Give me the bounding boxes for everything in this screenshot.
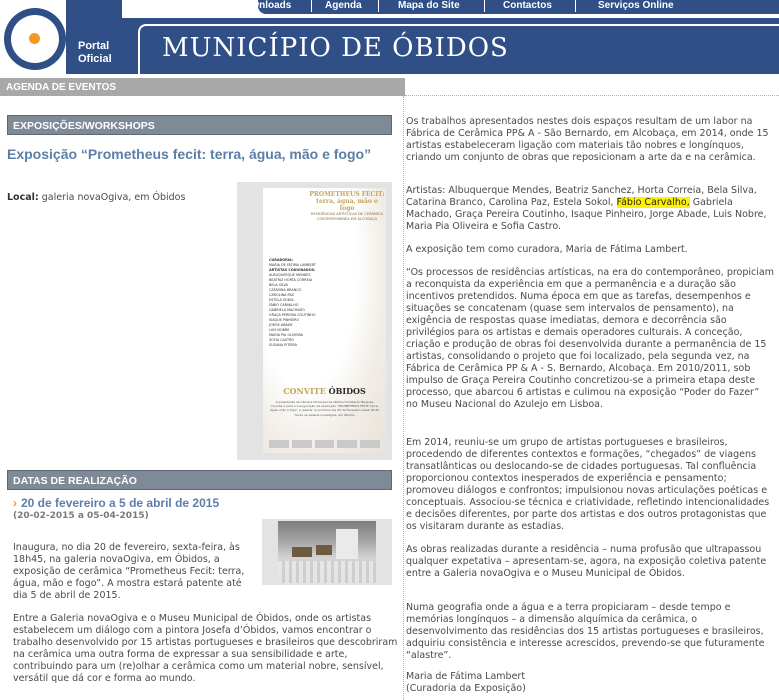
poster-subtitle: RESIDÊNCIAS ARTÍSTICAS DE CERÂMICA CONTEMPORÂNEA EM ALCOBAÇA xyxy=(310,212,384,221)
sponsor-logo xyxy=(360,440,380,448)
category-header-label: EXPOSIÇÕES/WORKSHOPS xyxy=(13,120,155,132)
chevron-right-icon: › xyxy=(13,496,17,510)
poster-artist: GABRIELA MACHADO xyxy=(269,308,305,312)
geography-paragraph: Numa geografia onde a água e a terra propiciaram – desde tempo e memórias longínquos – a dimensão alquímica da cerâmica, o desenvolvimento das residências dos 15 artistas portugueses e brasileiros, adquiriu consistência e interesse acrescidos, prevendo-se que futuramente “alastre”. xyxy=(406,602,765,661)
site-title[interactable]: MUNICÍPIO DE ÓBIDOS xyxy=(162,33,509,63)
sponsor-logo xyxy=(337,440,357,448)
portal-line1: Portal xyxy=(78,40,110,52)
section-bar xyxy=(0,78,405,96)
column-divider xyxy=(403,96,404,700)
poster-artist: CAROLINA PAZ xyxy=(269,293,295,297)
poster-artists-label: ARTISTAS CONVIDADOS: xyxy=(269,268,316,272)
photo-table xyxy=(316,545,332,555)
artists-text-after: Gabriela Machado, Graça Pereira Coutinho, Isaque Pinheiro, Jorge Abade, Luis Nobre, Maria Pia Oliveira e Sofia Castro. xyxy=(406,197,767,232)
nav-inicio[interactable]: Início xyxy=(180,0,207,11)
portal-line2: Oficial xyxy=(78,53,112,65)
nav-downloads[interactable]: Downloads xyxy=(238,0,292,11)
sponsor-logo xyxy=(269,440,289,448)
poster-artist: SUSANA PITEIRA xyxy=(269,343,297,347)
gallery-paragraph: Entre a Galeria novaOgiva e o Museu Municipal de Óbidos, onde os artistas estabelecem um diálogo com a pintora Josefa d’Óbidos, vamos encontrar o trabalho desenvolvido por 15 artistas portugueses e brasileiros que descobriram na cerâmica uma outra forma de expressar a sua sensibilidade e arte, contribuindo para um (re)olhar a cerâmica como um material nobre, sensível, versátil que dá cor e forma ao mundo. xyxy=(13,613,398,684)
poster-curadoria-label: CURADORIA: xyxy=(269,258,294,262)
poster-artist: ALBUQUERQUE MENDES xyxy=(269,273,311,277)
signature-role: (Curadoria da Exposição) xyxy=(406,683,526,694)
poster-artist: JORGE ABADE xyxy=(269,323,293,327)
poster-convite xyxy=(267,386,382,396)
category-header xyxy=(7,115,392,135)
sponsor-logo xyxy=(292,440,312,448)
poster-artist-list xyxy=(269,258,329,348)
artists-paragraph xyxy=(406,185,774,233)
section-title: AGENDA DE EVENTOS xyxy=(6,82,117,93)
photo-doorway xyxy=(336,529,358,559)
portal-label xyxy=(78,40,112,66)
site-header xyxy=(0,0,779,74)
nav-separator xyxy=(484,0,485,12)
poster-artist: FÁBIO CARVALHO xyxy=(269,303,299,307)
intro-paragraph: Os trabalhos apresentados nestes dois espaços resultam de um labor na Fábrica de Cerâmica PP& A - São Bernardo, em Alcobaça, em 2014, onde 15 artistas estabeleceram ligação com materiais tão nobres e longínquos, criando um conjunto de obras que reposicionam a arte da e na cerâmica. xyxy=(406,116,769,163)
poster-artist: SOFIA CASTRO xyxy=(269,338,295,342)
poster-invitation-text: O presidente da Câmara Municipal de Óbidos Humberto Marques convida-o para a inauguração da exposição “PROMETHEUS FECIT: terra, água, mão e fogo” a realizar no próximo dia 20 de Fevereiro pelas 18:45 horas na Galeria novaOgiva, em Óbidos xyxy=(270,400,379,417)
location-label: Local: xyxy=(7,192,39,203)
poster-artist: BELA SILVA xyxy=(269,283,288,287)
inauguration-paragraph: Inaugura, no dia 20 de fevereiro, sexta-feira, às 18h45, na galeria novaOgiva, em Óbidos, a exposição de cerâmica “Prometheus Fecit: terra, água, mão e fogo”. A mostra estará patente até dia 5 de abril de 2015. xyxy=(13,542,245,601)
date-range-text: 20 de fevereiro a 5 de abril de 2015 xyxy=(21,496,220,510)
event-location xyxy=(7,192,185,203)
2014-paragraph: Em 2014, reuniu-se um grupo de artistas portugueses e brasileiros, procedendo de diferentes contextos e formações, “chegados” de viagens transatlânticas ou deslocando-se de cidades portuguesas. Tal confluência proporcionou contextos inesperados de experiência e pensamento; promoveu diálogos e confrontos; impulsionou novas articulações poéticas e conceptuais. Associou-se técnica e criatividade, refletindo intencionalidades e decisões diferentes, por parte dos artistas e dos outros protagonistas que os visitaram durante as estadias. xyxy=(406,437,770,532)
poster-curadoria-value: MARIA DE FÁTIMA LAMBERT xyxy=(269,263,316,267)
nav-separator xyxy=(222,0,223,12)
dates-header-label: DATAS DE REALIZAÇÃO xyxy=(13,475,137,487)
highlighted-artist: Fábio Carvalho, xyxy=(616,197,690,208)
poster-artist: CATARINA BRANCO xyxy=(269,288,302,292)
event-title: Exposição “Prometheus fecit: terra, água, mão e fogo” xyxy=(7,146,372,162)
poster-sponsor-logos xyxy=(269,440,380,448)
poster-artist: LUIS NOBRE xyxy=(269,328,290,332)
nav-mapa-do-site[interactable]: Mapa do Site xyxy=(398,0,460,11)
photo-ceramics-floor xyxy=(278,561,376,583)
nav-separator xyxy=(311,0,312,12)
poster-artist: ESTELA SOKOL xyxy=(269,298,295,302)
location-value: galeria novaOgiva, em Óbidos xyxy=(41,192,186,203)
sponsor-logo xyxy=(315,440,335,448)
artists-text-before: Artistas: Albuquerque Mendes, Beatriz Sanchez, Horta Correia, Bela Silva, Catarina Branco, Carolina Paz, Estela Sokol, xyxy=(406,185,757,208)
logo-dot xyxy=(29,33,40,44)
date-range xyxy=(13,496,219,510)
date-range-numeric: (20-02-2015 a 05-04-2015) xyxy=(13,511,149,521)
signature-name: Maria de Fátima Lambert xyxy=(406,671,526,682)
exhibition-poster-image[interactable] xyxy=(263,188,386,453)
gallery-photo-image[interactable] xyxy=(278,521,376,583)
works-paragraph: As obras realizadas durante a residência – numa profusão que ultrapassou qualquer expetativa – apresentam-se, agora, na exposição coletiva patente entre a Galeria novaOgiva e o Museu Municipal de Óbidos. xyxy=(406,544,767,579)
right-top-divider xyxy=(405,78,779,96)
poster-convite-a: CONVITE xyxy=(283,386,326,396)
dates-header xyxy=(7,470,392,490)
poster-artist: GRAÇA PEREIRA COUTINHO xyxy=(269,313,316,317)
curator-paragraph: A exposição tem como curadora, Maria de Fátima Lambert. xyxy=(406,244,688,255)
nav-contactos[interactable]: Contactos xyxy=(503,0,552,11)
nav-separator xyxy=(575,0,576,12)
nav-separator xyxy=(378,0,379,12)
poster-convite-b: ÓBIDOS xyxy=(328,386,366,396)
poster-title: PROMETHEUS FECIT: terra, água, mão e fogo xyxy=(309,191,385,212)
residency-paragraph: “Os processos de residências artísticas, na era do contemporâneo, propiciam a reconquista da experiência em que a permanência e a duração são incentivos pretendidos. Numa época em que as tarefas, desempenhos e situações se concatenam (quase sem intervalos de pensamento), na exigência de respostas quase imediatas, demora e decorrência são privilégios para os artistas e demais operadores culturais. A conceção, criação e produção de obras foi desenvolvida durante a permanência de 15 artistas, consolidando o projeto que foi localizado, pela segunda vez, na Fábrica de Cerâmica PP & A - S. Bernardo, Alcobaça. Em 2010/2011, sob impulso de Graça Pereira Coutinho concretizou-se a primeira etapa deste processo, que abarcou 6 artistas e culimou na exposição “Poder do Fazer” no Museu Nacional do Azulejo em Lisboa. xyxy=(406,267,774,410)
photo-table xyxy=(292,547,312,557)
nav-agenda[interactable]: Agenda xyxy=(325,0,362,11)
poster-artist: MARIA PIA OLIVEIRA xyxy=(269,333,303,337)
poster-artist: BEATRIZ HORTA CORREIA xyxy=(269,278,313,282)
nav-servicos-online[interactable]: Serviços Online xyxy=(598,0,674,11)
poster-artist: ISAQUE PINHEIRO xyxy=(269,318,300,322)
